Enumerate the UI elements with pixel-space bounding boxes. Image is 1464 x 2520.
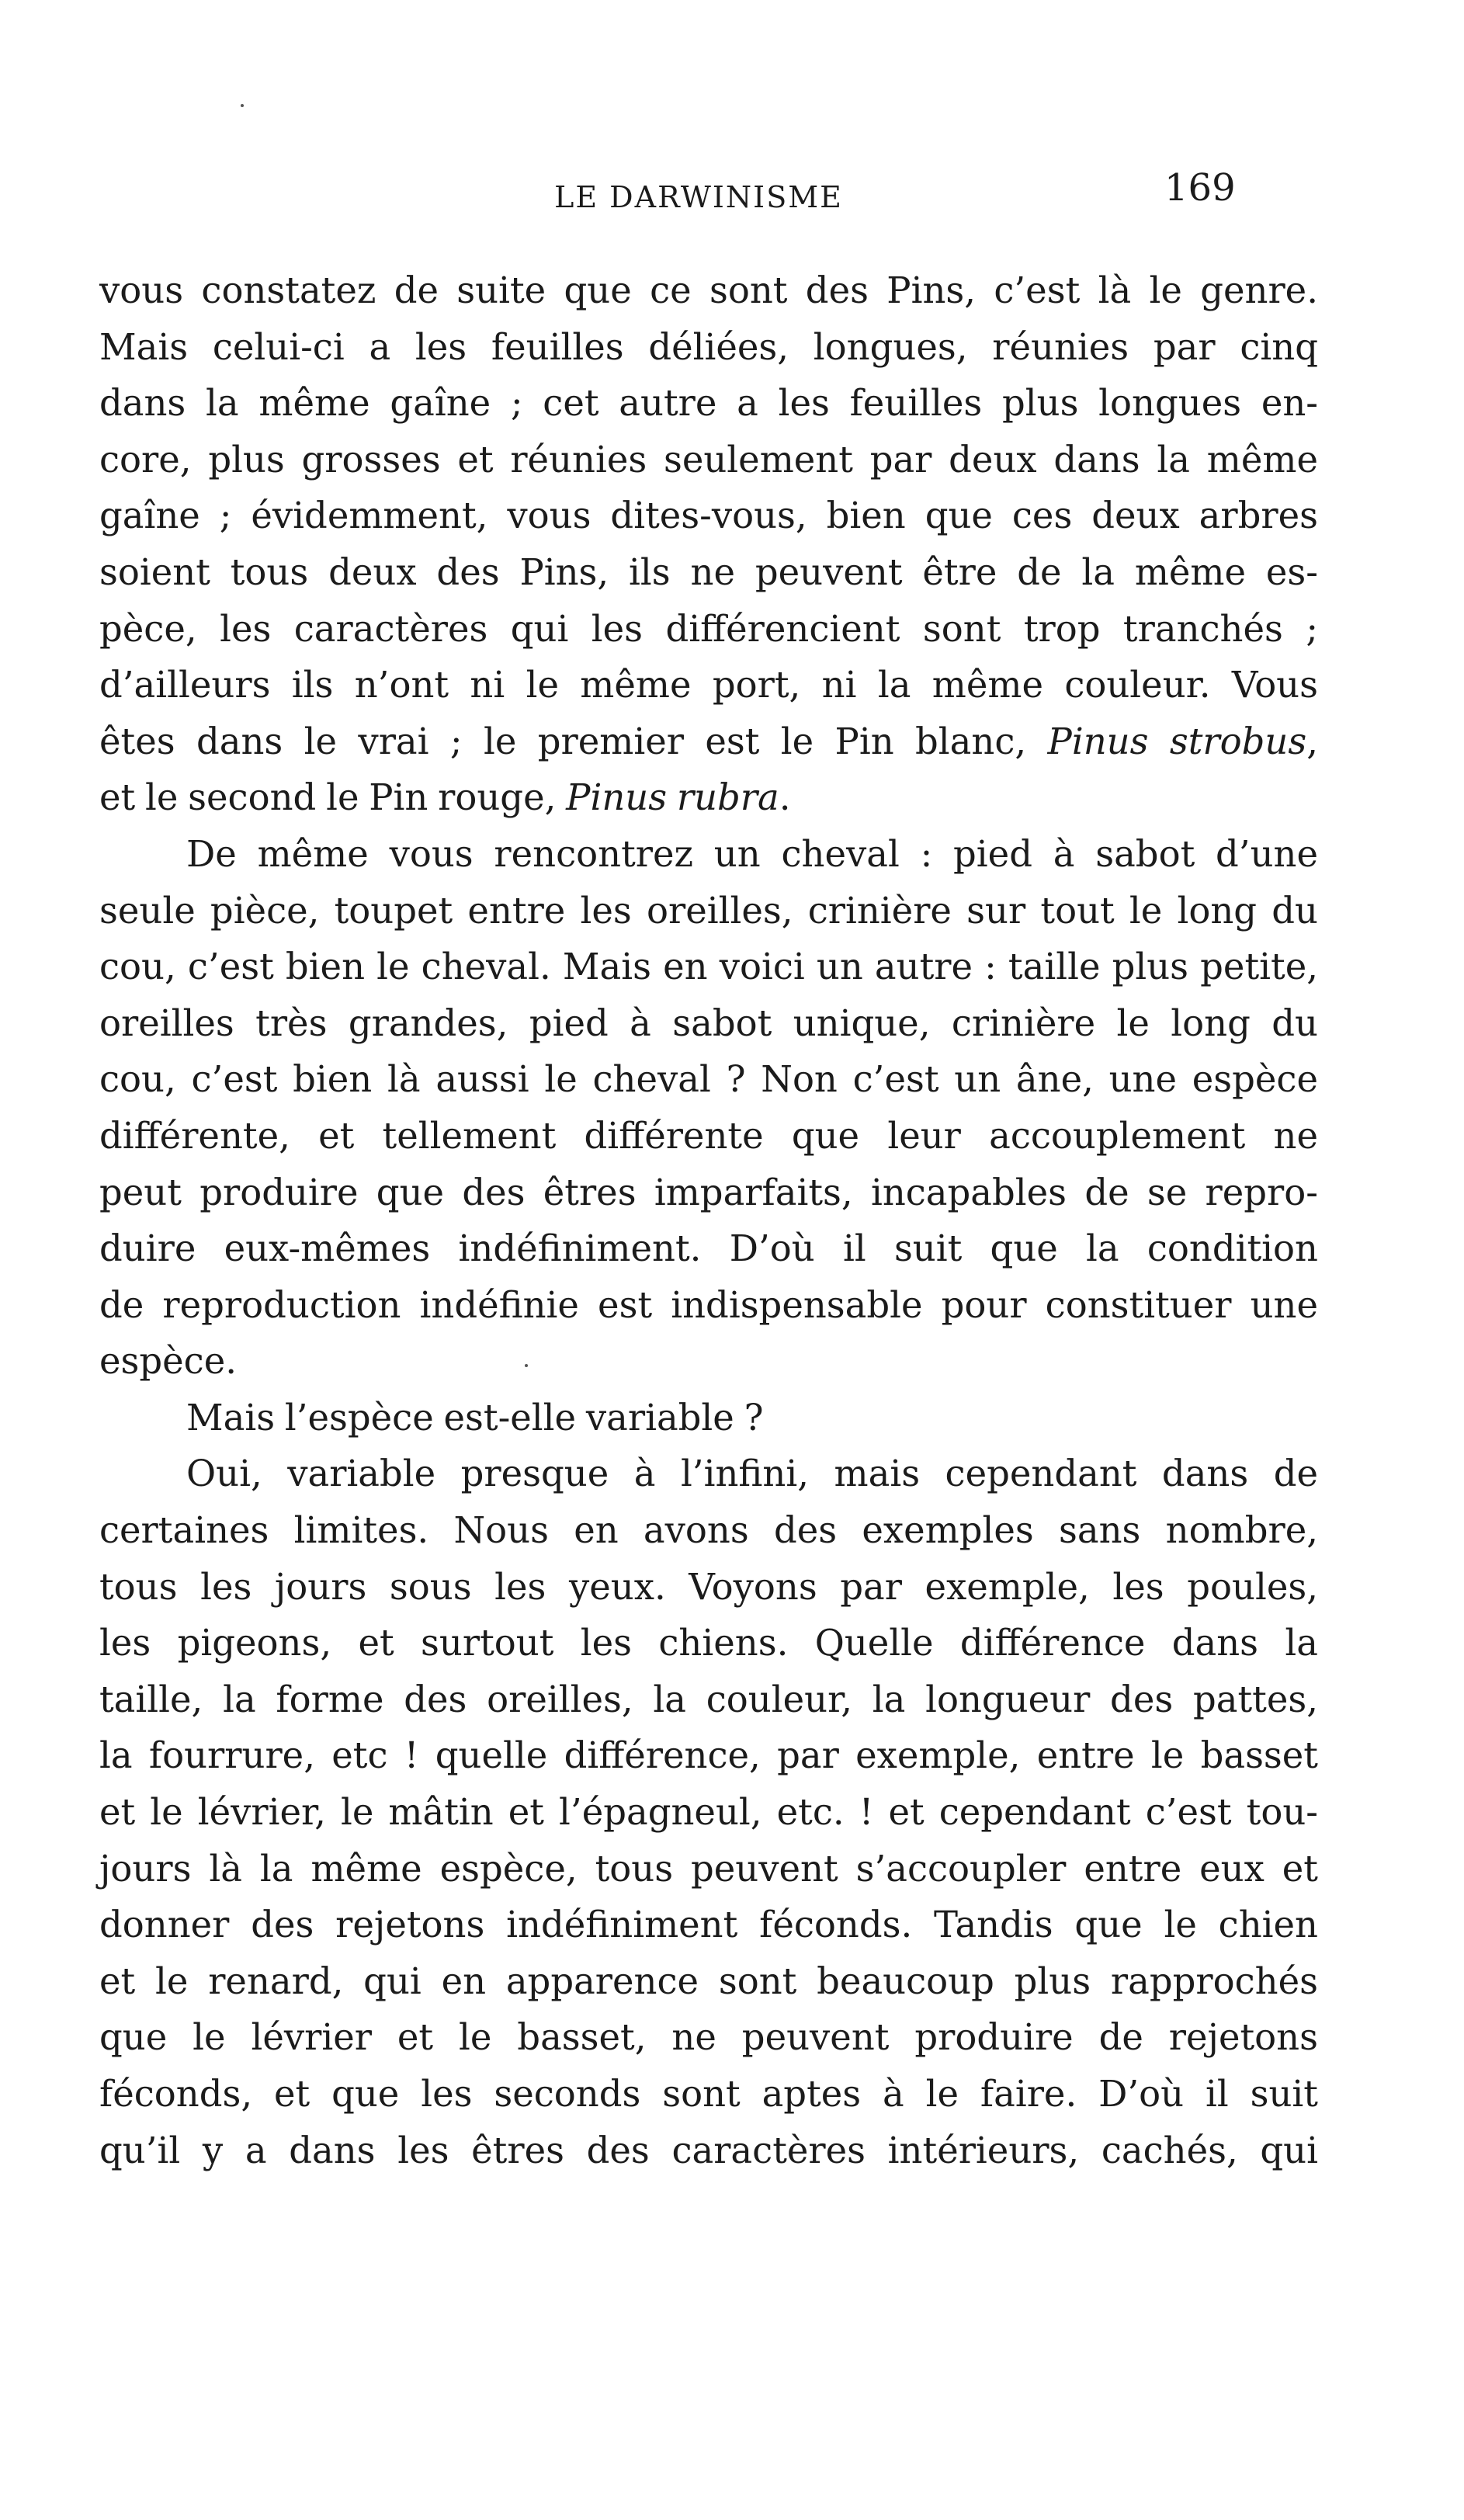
text-line: que le lévrier et le basset, ne peuvent produire de rejetons bbox=[99, 2016, 1318, 2059]
paragraph-3 bbox=[99, 1390, 1318, 1446]
text-line: qu’il y a dans les êtres des caractères intérieurs, cachés, qui bbox=[99, 2129, 1318, 2171]
text-line: cou, c’est bien le cheval. Mais en voici un autre : taille plus petite, bbox=[99, 946, 1318, 988]
text-line: vous constatez de suite que ce sont des Pins, c’est là le genre. bbox=[99, 269, 1318, 311]
text-line: taille, la forme des oreilles, la couleur, la longueur des pattes, bbox=[99, 1678, 1318, 1720]
paragraph-4 bbox=[99, 1446, 1318, 2178]
text-line: core, plus grosses et réunies seulement par deux dans la même bbox=[99, 438, 1318, 481]
text-line: gaîne ; évidemment, vous dites-vous, bien que ces deux arbres bbox=[99, 495, 1318, 537]
paragraph-2 bbox=[99, 826, 1318, 1390]
running-title: LE DARWINISME bbox=[554, 180, 843, 214]
text-line: oreilles très grandes, pied à sabot unique, crinière le long du bbox=[99, 1001, 1318, 1044]
text-line: seule pièce, toupet entre les oreilles, crinière sur tout le long du bbox=[99, 889, 1318, 932]
paragraph-1 bbox=[99, 262, 1318, 826]
text-line: De même vous rencontrez un cheval : pied à sabot d’une bbox=[186, 832, 1318, 875]
page-number: 169 bbox=[1164, 166, 1236, 210]
text-line: espèce. bbox=[99, 1340, 238, 1383]
text-line: Mais celui-ci a les feuilles déliées, longues, réunies par cinq bbox=[99, 325, 1318, 368]
text-line: pèce, les caractères qui les différencient sont trop tranchés ; bbox=[99, 607, 1318, 650]
text-line: Oui, variable presque à l’infini, mais cependant dans de bbox=[186, 1453, 1318, 1495]
scan-speck bbox=[241, 104, 244, 107]
text-line: la fourrure, etc ! quelle différence, par exemple, entre le basset bbox=[99, 1734, 1318, 1777]
text-line: donner des rejetons indéfiniment féconds. Tandis que le chien bbox=[99, 1904, 1318, 1946]
text-line: duire eux-mêmes indéfiniment. D’où il suit que la condition bbox=[99, 1227, 1318, 1270]
species-name: Pinus strobus bbox=[1047, 720, 1307, 762]
text-line: et le lévrier, le mâtin et l’épagneul, etc. ! et cependant c’est tou- bbox=[99, 1791, 1318, 1834]
text-line: cou, c’est bien là aussi le cheval ? Non c’est un âne, une espèce bbox=[99, 1058, 1318, 1101]
text-line: dans la même gaîne ; cet autre a les feuilles plus longues en- bbox=[99, 382, 1318, 425]
text-line: certaines limites. Nous en avons des exemples sans nombre, bbox=[99, 1509, 1318, 1552]
scan-speck bbox=[525, 1364, 528, 1367]
text-line: soient tous deux des Pins, ils ne peuvent être de la même es- bbox=[99, 550, 1318, 593]
text-line: féconds, et que les seconds sont aptes à le faire. D’où il suit bbox=[99, 2073, 1318, 2115]
body-text bbox=[99, 262, 1318, 2178]
text-line: de reproduction indéfinie est indispensable pour constituer une bbox=[99, 1283, 1318, 1326]
text-line: peut produire que des êtres imparfaits, incapables de se repro- bbox=[99, 1171, 1318, 1213]
text-line-with-italic: êtes dans le vrai ; le premier est le Pin blanc, Pinus strobus, bbox=[99, 720, 1318, 762]
text-line: les pigeons, et surtout les chiens. Quelle différence dans la bbox=[99, 1622, 1318, 1664]
text-line: jours là la même espèce, tous peuvent s’accoupler entre eux et bbox=[99, 1847, 1318, 1890]
text-line: et le renard, qui en apparence sont beaucoup plus rapprochés bbox=[99, 1959, 1318, 2002]
text-line: Mais l’espèce est-elle variable ? bbox=[186, 1396, 764, 1439]
text-line-with-italic: et le second le Pin rouge, Pinus rubra. bbox=[99, 776, 791, 819]
species-name: Pinus rubra bbox=[566, 776, 779, 819]
text-line: tous les jours sous les yeux. Voyons par exemple, les poules, bbox=[99, 1565, 1318, 1608]
text-line: d’ailleurs ils n’ont ni le même port, ni la même couleur. Vous bbox=[99, 664, 1318, 706]
text-line: différente, et tellement différente que leur accouplement ne bbox=[99, 1114, 1318, 1157]
